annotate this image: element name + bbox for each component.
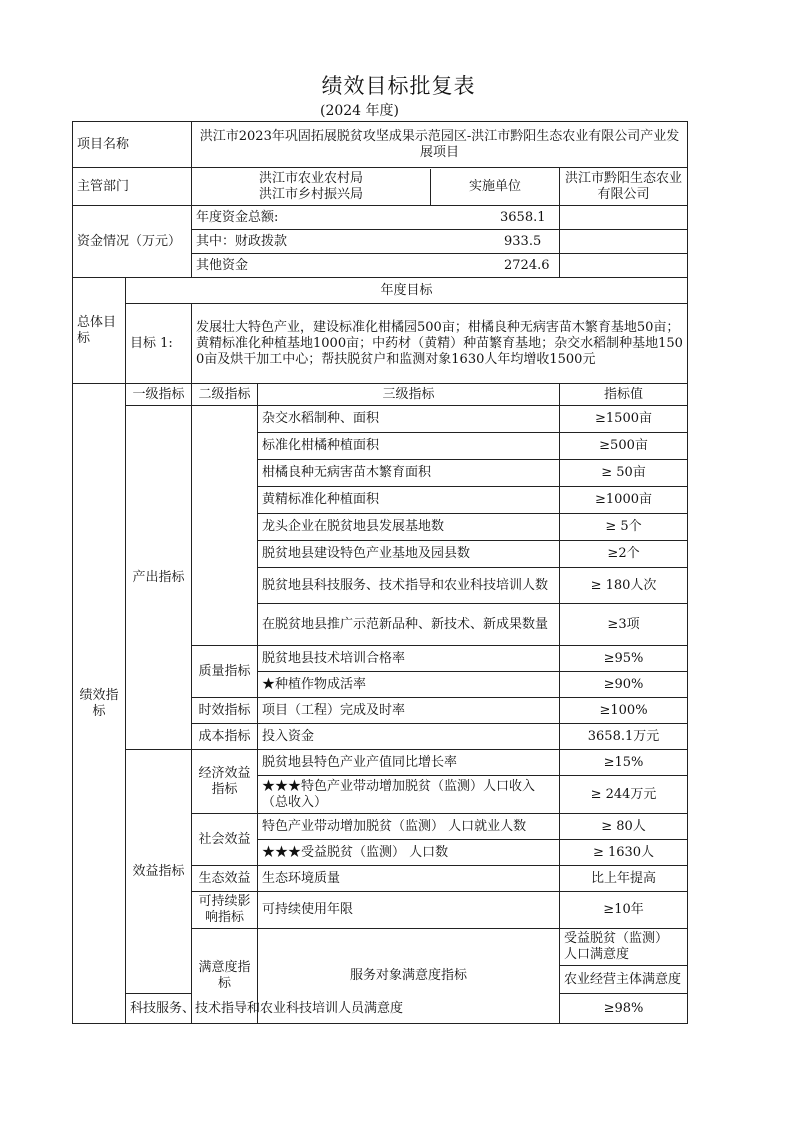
service-satisfaction-label: 服务对象满意度指标: [258, 929, 560, 1024]
timeliness-indicators-label: 时效指标: [192, 698, 258, 724]
indicator-value: ≥2个: [560, 541, 688, 568]
funds-other-label: 其他资金: [192, 254, 560, 278]
indicator-value: ≥ 244万元: [560, 776, 688, 814]
target-1-label: 目标 1:: [126, 304, 192, 384]
level-2-header: 二级指标: [192, 384, 258, 406]
funds-fiscal-value: 933.5: [500, 230, 628, 254]
indicator-value: ≥1500亩: [560, 406, 688, 433]
output-indicators-label: 产出指标: [126, 406, 192, 750]
indicator-value: 比上年提高: [560, 866, 688, 892]
funds-total-value: 3658.1: [500, 206, 628, 230]
indicator-item: ★★★特色产业带动增加脱贫（监测）人口收入（总收入）: [258, 776, 560, 814]
indicator-item: 龙头企业在脱贫地县发展基地数: [258, 514, 560, 541]
funds-label: 资金情况（万元）: [73, 206, 192, 278]
sustainability-label: 可持续影响指标: [192, 892, 258, 929]
department-line-2: 洪江市乡村振兴局: [259, 186, 364, 202]
indicator-value: ≥98%: [560, 994, 688, 1024]
indicator-item: 黄精标准化种植面积: [258, 487, 560, 514]
indicator-value: ≥90%: [560, 672, 688, 698]
indicator-value: 3658.1万元: [560, 724, 688, 750]
indicator-item: 投入资金: [258, 724, 560, 750]
funds-other-value: 2724.6: [500, 254, 628, 278]
indicator-value: ≥3项: [560, 604, 688, 646]
indicator-value: ≥ 80人: [560, 814, 688, 840]
cost-indicators-label: 成本指标: [192, 724, 258, 750]
indicator-value: ≥ 5个: [560, 514, 688, 541]
economic-benefit-label: 经济效益指标: [192, 750, 258, 814]
indicator-item: 脱贫地县科技服务、技术指导和农业科技培训人数: [258, 568, 560, 604]
indicator-item: ★★★受益脱贫（监测） 人口数: [258, 840, 560, 866]
indicator-value: ≥500亩: [560, 433, 688, 460]
indicator-value: ≥ 1630人: [560, 840, 688, 866]
indicator-value: ≥15%: [560, 750, 688, 776]
indicator-item: 在脱贫地县推广示范新品种、新技术、新成果数量: [258, 604, 560, 646]
indicator-value: ≥ 180人次: [560, 568, 688, 604]
department-label: 主管部门: [73, 168, 192, 206]
indicator-item: 生态环境质量: [258, 866, 560, 892]
satisfaction-indicators-label: 满意度指标: [192, 929, 258, 1024]
indicator-item: 可持续使用年限: [258, 892, 560, 929]
indicator-item: 项目（工程）完成及时率: [258, 698, 560, 724]
project-name-label: 项目名称: [73, 122, 192, 168]
implementing-unit-label: 实施单位: [469, 178, 522, 194]
indicator-value: ≥100%: [560, 698, 688, 724]
indicator-value: ≥10年: [560, 892, 688, 929]
indicator-item: 受益脱贫（监测） 人口满意度: [560, 929, 688, 966]
performance-target-table: [72, 121, 688, 1024]
social-benefit-label: 社会效益: [192, 814, 258, 866]
target-value-header: 指标值: [560, 384, 688, 406]
implementing-unit-value: 洪江市黔阳生态农业有限公司: [560, 168, 688, 206]
level-1-header: 一级指标: [126, 384, 192, 406]
benefit-indicators-label: 效益指标: [126, 750, 192, 994]
indicator-item: 脱贫地县特色产业产值同比增长率: [258, 750, 560, 776]
overall-goal-label: 总体目标: [73, 278, 126, 384]
department-line-1: 洪江市农业农村局: [259, 170, 364, 186]
indicator-item: 特色产业带动增加脱贫（监测） 人口就业人数: [258, 814, 560, 840]
indicator-item: ★种植作物成活率: [258, 672, 560, 698]
indicator-value: ≥ 50亩: [560, 460, 688, 487]
funds-fiscal-label: 其中：财政拨款: [192, 230, 560, 254]
fiscal-year: (2024 年度): [320, 103, 400, 119]
indicator-item: 科技服务、技术指导和农业科技培训人员满意度: [126, 994, 192, 1024]
indicator-item: 脱贫地县建设特色产业基地及园县数: [258, 541, 560, 568]
indicator-item: 柑橘良种无病害苗木繁育面积: [258, 460, 560, 487]
indicator-item: 标准化柑橘种植面积: [258, 433, 560, 460]
indicator-item: 脱贫地县技术培训合格率: [258, 646, 560, 672]
quantity-indicators-cell: [192, 406, 258, 646]
department-value: [192, 168, 560, 206]
indicator-item: 农业经营主体满意度: [560, 966, 688, 994]
indicator-value: ≥1000亩: [560, 487, 688, 514]
indicator-value: ≥95%: [560, 646, 688, 672]
funds-total-label: 年度资金总额:: [192, 206, 560, 230]
target-1-text: 发展壮大特色产业，建设标准化柑橘园500亩；柑橘良种无病害苗木繁育基地50亩；黄精标准化种植基地1000亩；中药材（黄精）种苗繁育基地；杂交水稻制种基地1500亩及烘干加工中心；帮扶脱贫户和监测对象1630人年均增收1500元: [192, 304, 688, 384]
annual-goal-header: 年度目标: [126, 278, 688, 304]
level-3-header: 三级指标: [258, 384, 560, 406]
project-name-value: 洪江市2023年巩固拓展脱贫攻坚成果示范园区-洪江市黔阳生态农业有限公司产业发展项目: [192, 122, 688, 168]
ecological-benefit-label: 生态效益: [192, 866, 258, 892]
quality-indicators-label: 质量指标: [192, 646, 258, 698]
page-title: 绩效目标批复表: [321, 74, 476, 98]
indicator-item: 杂交水稻制种、面积: [258, 406, 560, 433]
performance-indicators-label: 绩效指标: [73, 384, 126, 1024]
